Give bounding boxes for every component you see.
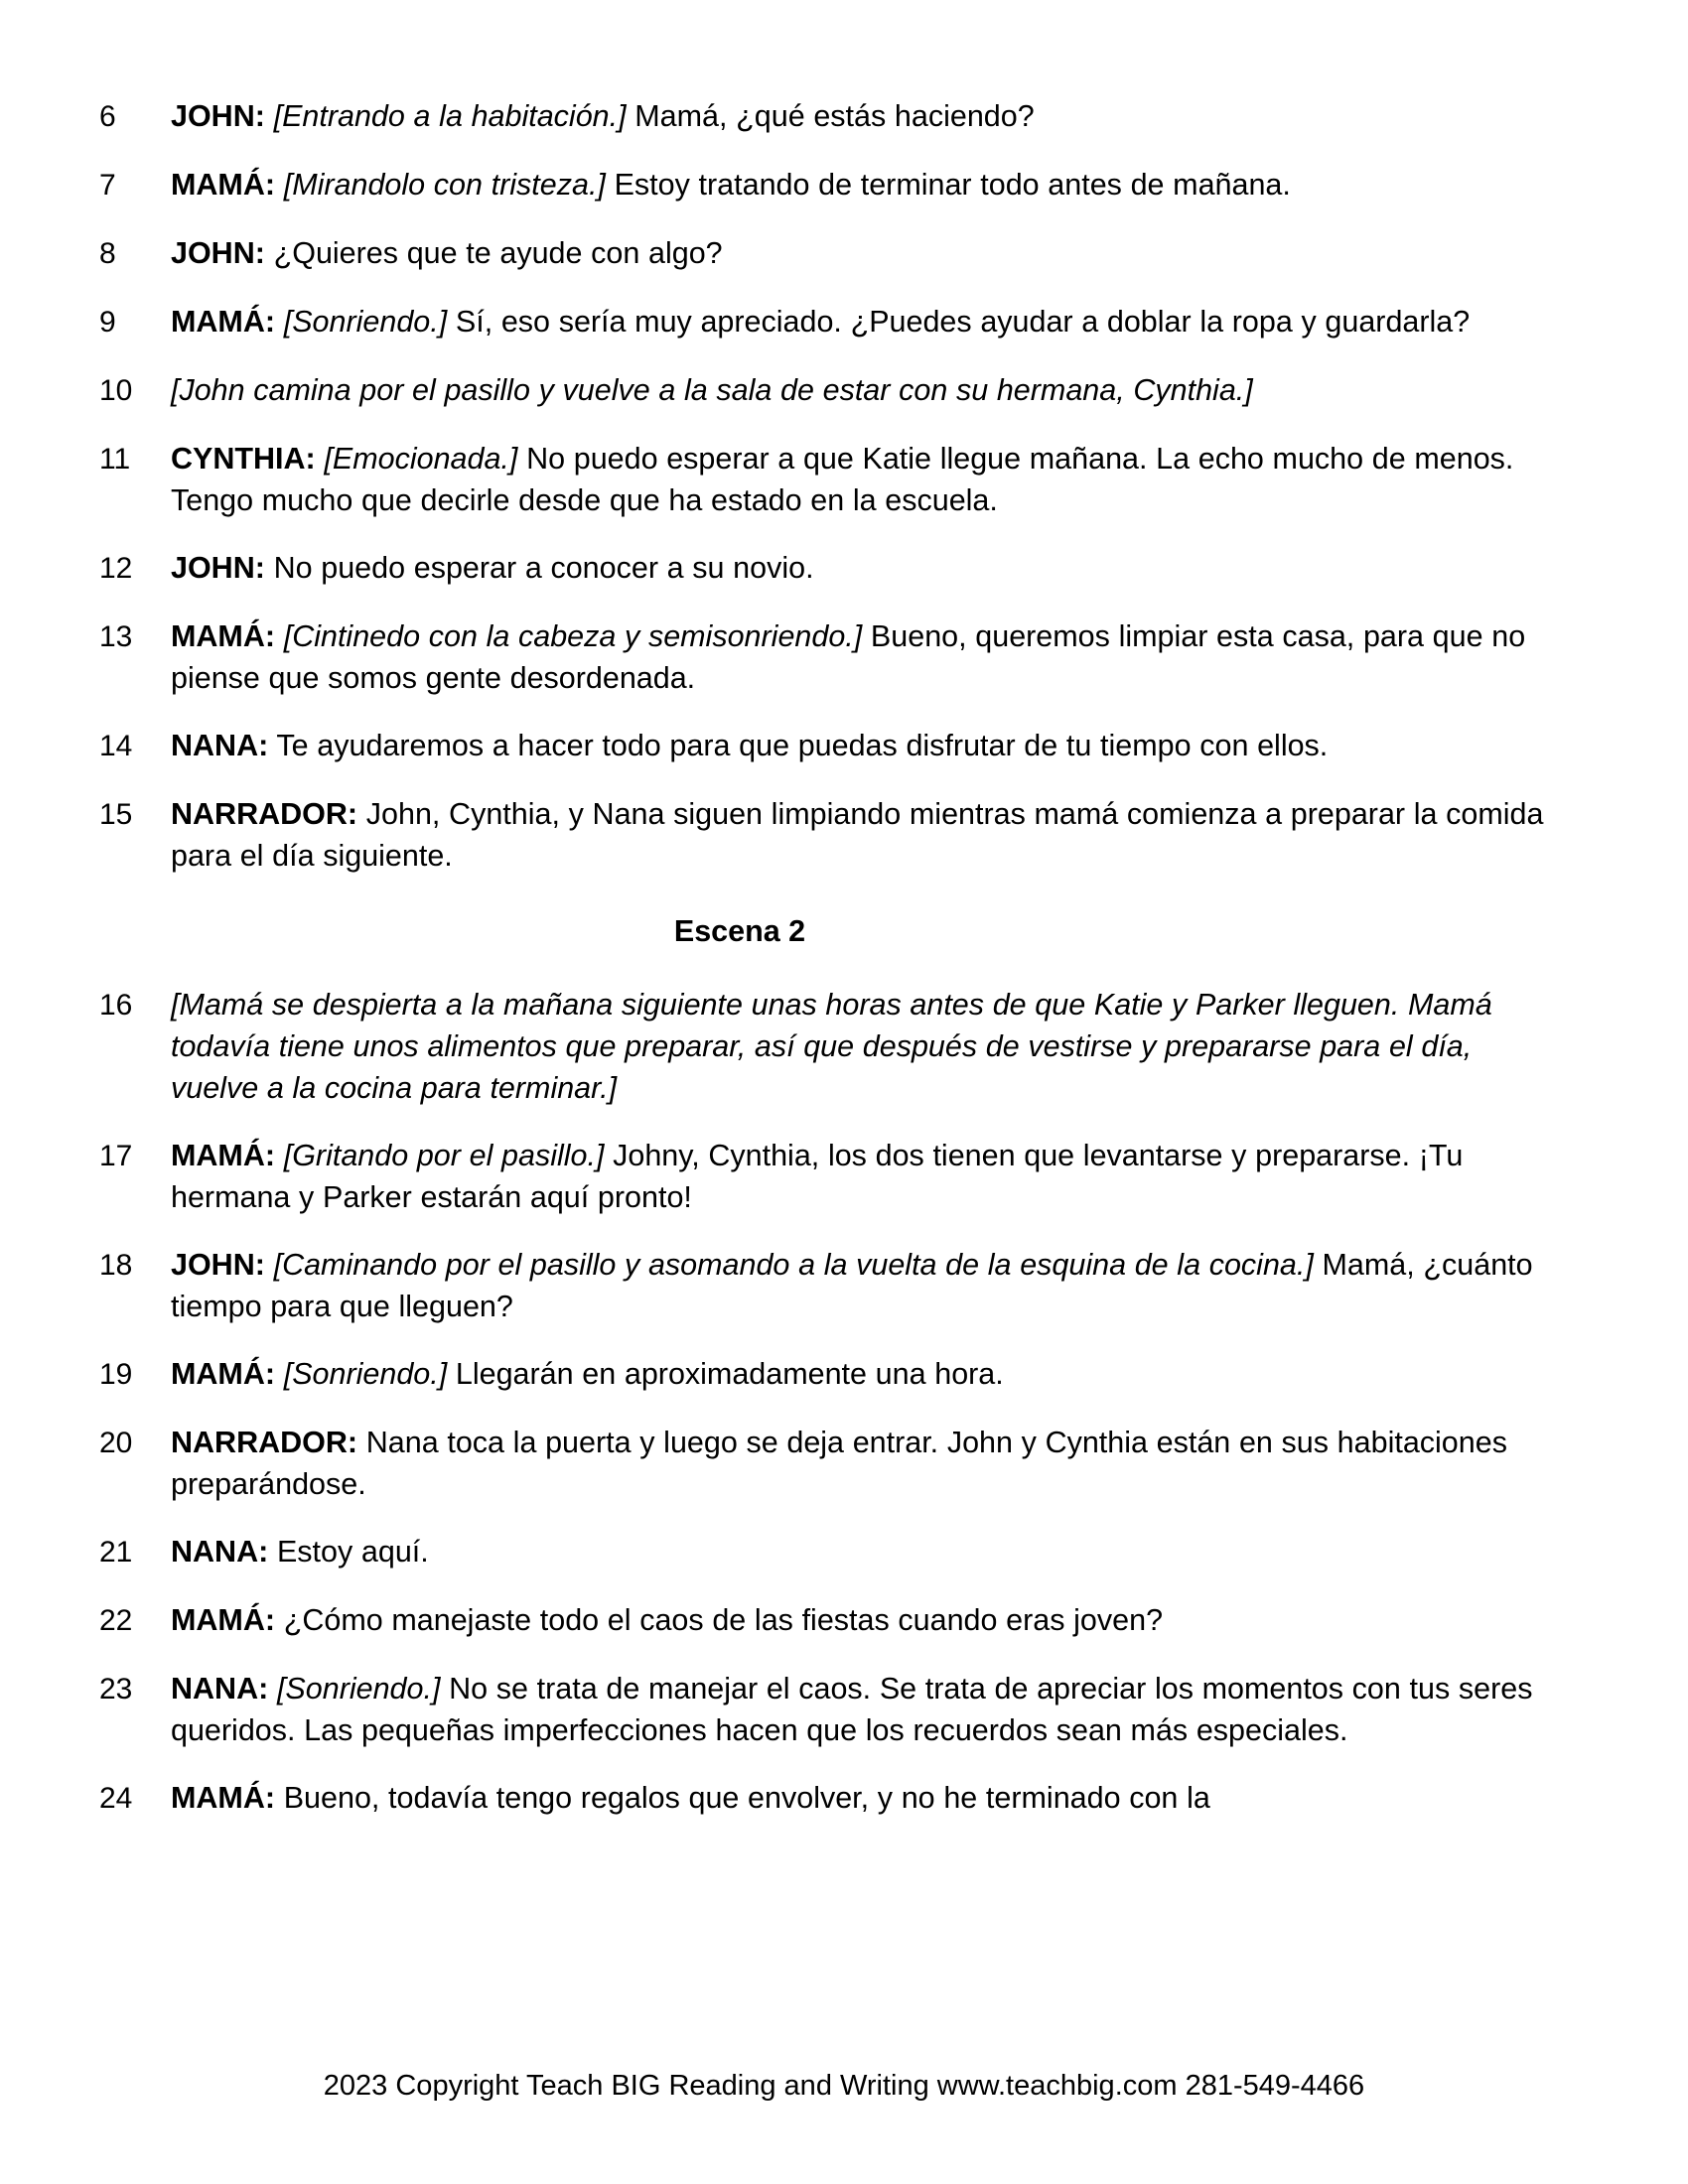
stage-direction: [Mirandolo con tristeza.]: [283, 168, 606, 202]
line-body: [171, 438, 1549, 521]
speaker-name: NANA:: [171, 1535, 269, 1569]
script-line: [99, 438, 1549, 521]
speaker-name: MAMÁ:: [171, 168, 276, 202]
line-number: 21: [99, 1536, 133, 1569]
speaker-name: MAMÁ:: [171, 1603, 276, 1637]
line-body: [171, 301, 1549, 342]
line-number: 10: [99, 374, 133, 407]
scene-heading: Escena 2: [673, 914, 806, 948]
line-body: [171, 1135, 1549, 1218]
script-line: [99, 547, 1549, 590]
dialogue-text: No puedo esperar a que Katie llegue mañana. La echo mucho de menos. Tengo mucho que decirle desde que ha estado en la escuela.: [171, 442, 1514, 517]
dialogue-text: Nana toca la puerta y luego se deja entrar. John y Cynthia están en sus habitaciones preparándose.: [171, 1426, 1507, 1501]
line-body: [171, 1777, 1549, 1819]
stage-direction: [Sonriendo.]: [276, 1672, 441, 1706]
dialogue-text: Te ayudaremos a hacer todo para que puedas disfrutar de tu tiempo con ellos.: [276, 729, 1329, 762]
line-body: [171, 1599, 1549, 1641]
dialogue-text: No se trata de manejar el caos. Se trata de apreciar los momentos con tus seres queridos. Las pequeñas imperfecciones hacen que los recuerdos sean más especiales.: [171, 1672, 1533, 1747]
script-line: [99, 793, 1549, 877]
script-line: [99, 984, 1549, 1109]
stage-direction: [Caminando por el pasillo y asomando a la vuelta de la esquina de la cocina.]: [273, 1248, 1314, 1282]
dialogue-text: Mamá, ¿cuánto tiempo para que lleguen?: [171, 1248, 1533, 1323]
line-body: [171, 793, 1549, 877]
script-line: [99, 1599, 1549, 1642]
script-line: [99, 1531, 1549, 1573]
line-body: [171, 547, 1549, 589]
line-number: 20: [99, 1427, 133, 1459]
line-body: [171, 1244, 1549, 1327]
script-line: [99, 301, 1549, 343]
speaker-name: NANA:: [171, 1672, 269, 1706]
dialogue-text: Bueno, todavía tengo regalos que envolver, y no he terminado con la: [283, 1781, 1210, 1815]
dialogue-text: Llegarán en aproximadamente una hora.: [447, 1357, 1004, 1391]
dialogue-text: Estoy aquí.: [276, 1535, 429, 1569]
speaker-name: NANA:: [171, 729, 269, 762]
script-line: [99, 725, 1549, 767]
line-body: [171, 164, 1549, 205]
script-line: [99, 369, 1549, 412]
stage-direction: [Gritando por el pasillo.]: [283, 1139, 605, 1172]
script-line: [99, 1135, 1549, 1218]
line-number: 13: [99, 620, 133, 653]
line-number: 19: [99, 1358, 133, 1391]
script-line: [99, 1422, 1549, 1505]
line-number: 24: [99, 1782, 133, 1815]
speaker-name: MAMÁ:: [171, 305, 276, 339]
dialogue-text: Sí, eso sería muy apreciado. ¿Puedes ayudar a doblar la ropa y guardarla?: [447, 305, 1471, 339]
script-line: [99, 232, 1549, 275]
script-line: [99, 1353, 1549, 1396]
script-lines-scene2: [99, 984, 1549, 1820]
stage-direction: [Mamá se despierta a la mañana siguiente unas horas antes de que Katie y Parker lleguen. Mamá todavía tiene unos alimentos que preparar, así que después de vestirse y prepararse para el día, vuelve a la cocina para terminar.]: [171, 988, 1492, 1105]
line-number: 15: [99, 798, 133, 831]
line-body: [171, 984, 1549, 1109]
line-body: [171, 369, 1549, 411]
stage-direction: [Cintinedo con la cabeza y semisonriendo.]: [283, 619, 863, 653]
speaker-name: MAMÁ:: [171, 1139, 276, 1172]
speaker-name: JOHN:: [171, 236, 265, 270]
page-footer-copyright: 2023 Copyright Teach BIG Reading and Writing www.teachbig.com 281-549-4466: [323, 2070, 1365, 2102]
dialogue-text: John, Cynthia, y Nana siguen limpiando mientras mamá comienza a preparar la comida para el día siguiente.: [171, 797, 1544, 873]
line-body: [171, 232, 1549, 274]
dialogue-text: No puedo esperar a conocer a su novio.: [273, 551, 814, 585]
line-number: 11: [99, 443, 131, 476]
script-line: [99, 95, 1549, 138]
script-line: [99, 1777, 1549, 1820]
dialogue-text: Johny, Cynthia, los dos tienen que levantarse y prepararse. ¡Tu hermana y Parker estarán aquí pronto!: [171, 1139, 1464, 1214]
speaker-name: JOHN:: [171, 1248, 265, 1282]
line-body: [171, 615, 1549, 699]
line-number: 22: [99, 1604, 133, 1637]
speaker-name: NARRADOR:: [171, 797, 358, 831]
stage-direction: [Emocionada.]: [324, 442, 518, 476]
line-number: 16: [99, 989, 133, 1022]
stage-direction: [Sonriendo.]: [283, 305, 448, 339]
script-line: [99, 164, 1549, 206]
speaker-name: MAMÁ:: [171, 1357, 276, 1391]
line-number: 12: [99, 552, 133, 585]
speaker-name: NARRADOR:: [171, 1426, 358, 1459]
line-body: [171, 1422, 1549, 1505]
speaker-name: JOHN:: [171, 99, 265, 133]
speaker-name: MAMÁ:: [171, 1781, 276, 1815]
speaker-name: MAMÁ:: [171, 619, 276, 653]
dialogue-text: Bueno, queremos limpiar esta casa, para que no piense que somos gente desordenada.: [171, 619, 1526, 695]
line-number: 9: [99, 306, 116, 339]
line-body: [171, 95, 1549, 137]
stage-direction: [Entrando a la habitación.]: [273, 99, 627, 133]
dialogue-text: ¿Quieres que te ayude con algo?: [273, 236, 723, 270]
line-number: 23: [99, 1673, 133, 1706]
line-number: 17: [99, 1140, 133, 1172]
line-body: [171, 1668, 1549, 1751]
line-body: [171, 725, 1549, 766]
line-number: 8: [99, 237, 116, 270]
line-number: 6: [99, 100, 116, 133]
speaker-name: CYNTHIA:: [171, 442, 316, 476]
stage-direction: [John camina por el pasillo y vuelve a la sala de estar con su hermana, Cynthia.]: [171, 373, 1253, 407]
script-lines-scene1: [99, 95, 1549, 877]
script-line: [99, 615, 1549, 699]
script-content: [99, 95, 1549, 1845]
line-body: [171, 1531, 1549, 1572]
dialogue-text: Estoy tratando de terminar todo antes de mañana.: [605, 168, 1291, 202]
script-line: [99, 1668, 1549, 1751]
dialogue-text: Mamá, ¿qué estás haciendo?: [626, 99, 1035, 133]
dialogue-text: ¿Cómo manejaste todo el caos de las fiestas cuando eras joven?: [283, 1603, 1164, 1637]
line-number: 14: [99, 730, 133, 762]
line-body: [171, 1353, 1549, 1395]
script-line: [99, 1244, 1549, 1327]
stage-direction: [Sonriendo.]: [283, 1357, 448, 1391]
speaker-name: JOHN:: [171, 551, 265, 585]
line-number: 18: [99, 1249, 133, 1282]
line-number: 7: [99, 169, 116, 202]
